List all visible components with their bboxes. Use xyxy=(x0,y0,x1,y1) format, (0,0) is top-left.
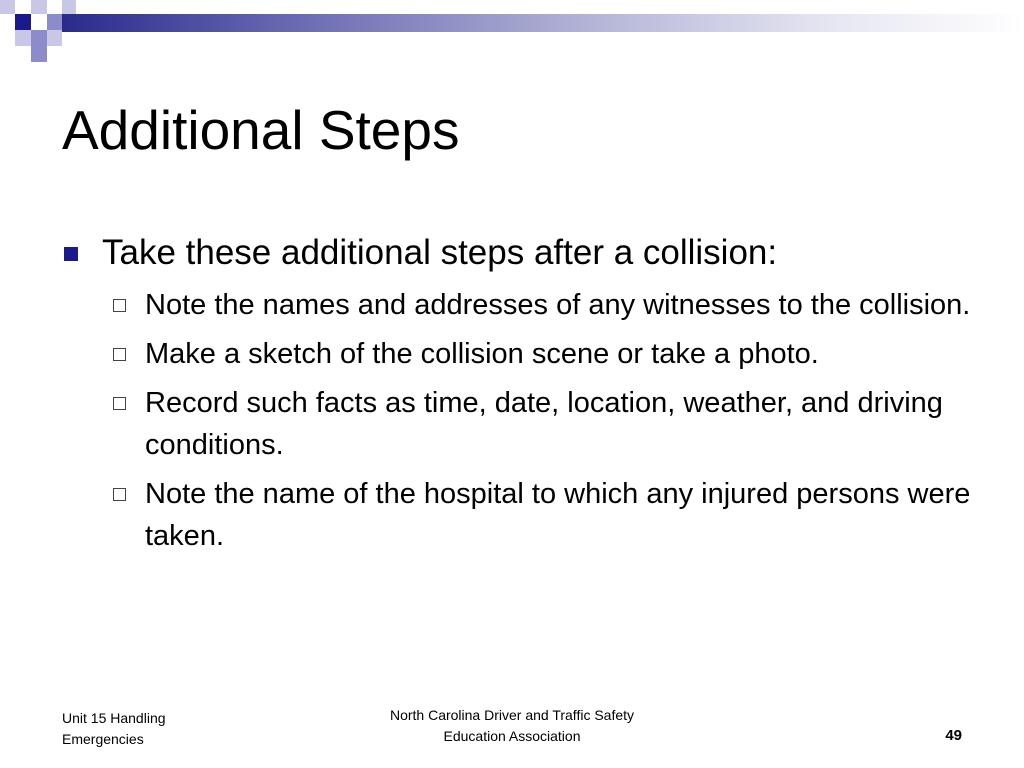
sub-bullet-text: Make a sketch of the collision scene or take a photo. xyxy=(145,338,819,370)
header-gradient-bar xyxy=(62,14,1024,32)
sub-bullet-list xyxy=(113,284,973,564)
decor-square-light xyxy=(47,30,62,46)
filled-square-bullet-icon xyxy=(64,247,78,261)
hollow-square-bullet-icon xyxy=(113,299,126,312)
sub-bullet-text: Note the name of the hospital to which any injured persons were taken. xyxy=(145,478,971,552)
decor-square-light xyxy=(15,30,31,46)
decor-square-mid xyxy=(47,14,62,30)
sub-bullet-text: Note the names and addresses of any witnesses to the collision. xyxy=(145,289,971,321)
decor-square-dark xyxy=(15,14,31,30)
main-bullet-text: Take these additional steps after a collision: xyxy=(102,233,778,272)
hollow-square-bullet-icon xyxy=(113,488,126,501)
sub-bullet-item xyxy=(113,284,973,326)
footer-left-line2: Emergencies xyxy=(62,731,144,747)
page-number: 49 xyxy=(945,727,962,744)
footer-left-line1: Unit 15 Handling xyxy=(62,710,166,726)
decor-square-light xyxy=(62,0,76,14)
decor-square-light xyxy=(0,0,15,14)
hollow-square-bullet-icon xyxy=(113,348,126,361)
decor-square-light xyxy=(31,0,47,14)
decor-square-mid xyxy=(31,30,47,46)
slide-title: Additional Steps xyxy=(62,99,460,161)
footer-organization xyxy=(352,705,672,747)
footer-unit-label xyxy=(62,708,262,750)
sub-bullet-item xyxy=(113,382,973,466)
sub-bullet-text: Record such facts as time, date, location, weather, and driving conditions. xyxy=(145,387,943,461)
footer-center-line1: North Carolina Driver and Traffic Safety xyxy=(389,707,635,723)
decor-square-mid xyxy=(31,46,47,62)
footer-center-line2: Education Association xyxy=(443,728,581,744)
sub-bullet-item xyxy=(113,473,973,557)
sub-bullet-item xyxy=(113,333,973,375)
hollow-square-bullet-icon xyxy=(113,397,126,410)
